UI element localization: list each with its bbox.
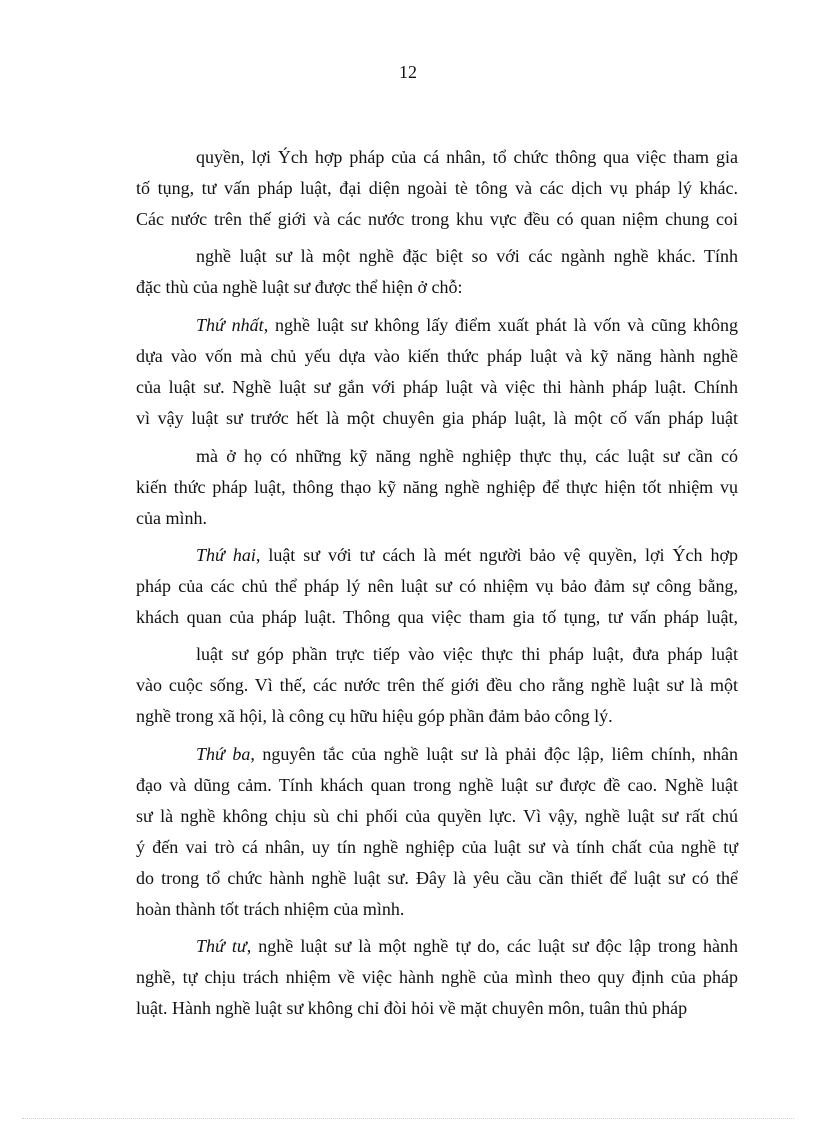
text-line: sư là nghề không chịu sù chi phối của quyền lực. Vì vậy, nghề luật sư rất chú — [136, 806, 738, 826]
text-line: của luật sư. Nghề luật sư gắn với pháp luật và việc thi hành pháp luật. Chính — [136, 377, 738, 397]
paragraph-lead-line — [196, 742, 738, 766]
text-line: nghề trong xã hội, là công cụ hữu hiệu góp phần đảm bảo công lý. — [136, 706, 613, 726]
page-number: 12 — [399, 62, 417, 82]
text-line: do trong tổ chức hành nghề luật sư. Đây là yêu cầu cần thiết để luật sư có thể — [136, 868, 738, 888]
text-line: quyền, lợi Ých hợp pháp của cá nhân, tổ chức thông qua việc tham gia — [196, 147, 738, 167]
text-line: nghề luật sư là một nghề đặc biệt so với các ngành nghề khác. Tính — [196, 246, 738, 266]
page-bottom-divider — [22, 1118, 794, 1119]
lead-word: Thứ tư — [196, 936, 247, 956]
text-line: luật sư góp phần trực tiếp vào việc thực thi pháp luật, đưa pháp luật — [196, 644, 738, 664]
text-line: luật. Hành nghề luật sư không chỉ đòi hỏi về mặt chuyên môn, tuân thủ pháp — [136, 998, 688, 1018]
text-line: , nghề luật sư không lấy điểm xuất phát là vốn và cũng không — [263, 315, 738, 335]
text-line: ý đến vai trò cá nhân, uy tín nghề nghiệp của luật sư và tính chất của nghề tự — [136, 837, 738, 857]
text-line: , luật sư với tư cách là mét người bảo vệ quyền, lợi Ých hợp — [255, 545, 738, 565]
text-line: của mình. — [136, 508, 207, 528]
paragraph-lead-line — [196, 543, 738, 567]
text-line: dựa vào vốn mà chủ yếu dựa vào kiến thức pháp luật và kỹ năng hành nghề — [136, 346, 738, 366]
lead-word: Thứ ba — [196, 744, 251, 764]
text-line: đạo và dũng cảm. Tính khách quan trong nghề luật sư được đề cao. Nghề luật — [136, 775, 738, 795]
paragraph-lead-line — [196, 934, 738, 958]
text-line: kiến thức pháp luật, thông thạo kỹ năng nghề nghiệp để thực hiện tốt nhiệm vụ — [136, 477, 738, 497]
text-line: nghề, tự chịu trách nhiệm về việc hành nghề của mình theo quy định của pháp — [136, 967, 738, 987]
text-line: Các nước trên thế giới và các nước trong khu vực đều có quan niệm chung coi — [136, 209, 738, 229]
paragraph-lead-line — [196, 313, 738, 337]
text-line: vì vậy luật sư trước hết là một chuyên gia pháp luật, là một cố vấn pháp luật — [136, 408, 738, 428]
lead-word: Thứ hai — [196, 545, 256, 565]
text-line: , nguyên tắc của nghề luật sư là phải độc lập, liêm chính, nhân — [250, 744, 739, 764]
text-line: khách quan của pháp luật. Thông qua việc tham gia tố tụng, tư vấn pháp luật, — [136, 607, 738, 627]
text-line: tố tụng, tư vấn pháp luật, đại diện ngoài tè tông và các dịch vụ pháp lý khác. — [136, 178, 738, 198]
text-line: pháp của các chủ thể pháp lý nên luật sư có nhiệm vụ bảo đảm sự công bằng, — [136, 576, 738, 596]
text-line: hoàn thành tốt trách nhiệm của mình. — [136, 899, 405, 919]
text-line: mà ở họ có những kỹ năng nghề nghiệp thực thụ, các luật sư cần có — [196, 446, 738, 466]
text-line: , nghề luật sư là một nghề tự do, các luật sư độc lập trong hành — [246, 936, 738, 956]
text-line: vào cuộc sống. Vì thế, các nước trên thế giới đều cho rằng nghề luật sư là một — [136, 675, 738, 695]
text-line: đặc thù của nghề luật sư được thể hiện ở chỗ: — [136, 277, 463, 297]
lead-word: Thứ nhất — [196, 315, 264, 335]
